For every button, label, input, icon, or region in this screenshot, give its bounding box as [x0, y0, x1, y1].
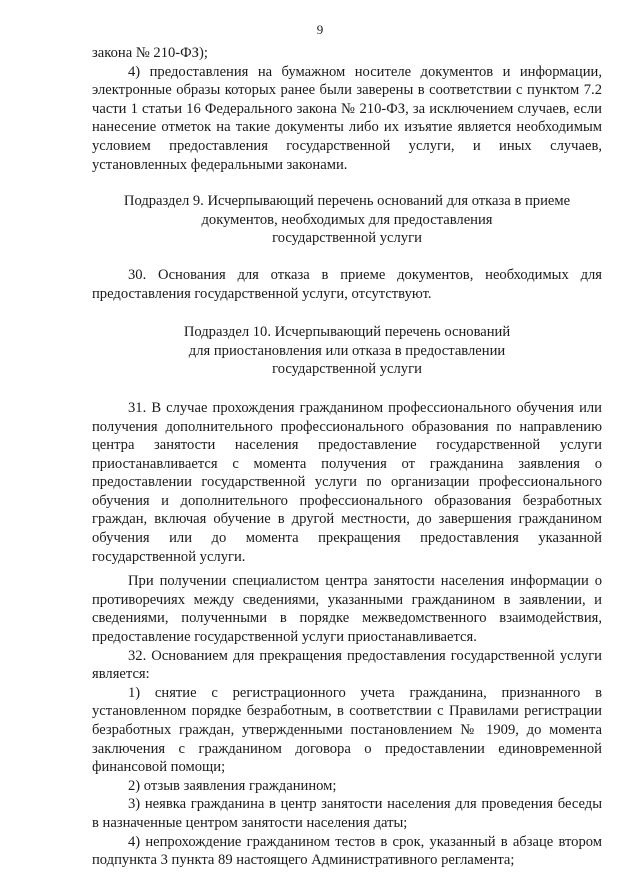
- paragraph: 30. Основания для отказа в приеме документов, необходимых для предоставления государственной услуги, отсутствуют.: [92, 266, 602, 302]
- heading-line: государственной услуги: [272, 361, 422, 378]
- list-item: 2) отзыв заявления гражданином;: [128, 777, 337, 794]
- section-heading-9: [92, 192, 602, 248]
- list-item: 1) снятие с регистрационного учета гражданина, признанного в установленном порядке безработным, в соответствии с Правилами регистрации безработных граждан, утвержденными постановлением № 1909, до момента заключения с гражданином договора о предоставлении единовременной финансовой помощи;: [92, 684, 602, 776]
- list-item: 3) неявка гражданина в центр занятости населения для проведения беседы в назначенные центром занятости населения даты;: [92, 796, 602, 831]
- paragraph: 31. В случае прохождения гражданином профессионального обучения или получения дополнительного профессионального образования по направлению центра занятости населения предоставление государственной услуги приостанавливается с момента получения от гражданина заявления о предоставлении государственной услуги по организации профессионального обучения и дополнительного профессионального образования безработных граждан, включая обучение в другой местности, до завершения гражданином обучения или до момента прекращения предоставления указанной государственной услуги.: [92, 399, 602, 565]
- list-item: 4) непрохождение гражданином тестов в срок, указанный в абзаце втором подпункта 3 пункта 89 настоящего Административного регламента;: [92, 833, 602, 869]
- document-body: [92, 44, 602, 870]
- heading-line: документов, необходимых для предоставления: [201, 211, 493, 228]
- heading-line: Подраздел 9. Исчерпывающий перечень оснований для отказа в приеме: [123, 193, 571, 210]
- heading-line: Подраздел 10. Исчерпывающий перечень оснований: [183, 324, 511, 341]
- page-number: 9: [316, 22, 324, 37]
- paragraph: 4) предоставления на бумажном носителе документов и информации, электронные образы которых ранее были заверены в соответствии с пунктом 7.2 части 1 статьи 16 Федерального закона № 210-ФЗ, за исключением случаев, если нанесение отметок на такие документы либо их изъятие является необходимым условием предоставления государственной услуги, и иных случаев, установленных федеральными законами.: [92, 63, 602, 173]
- section-heading-10: [92, 323, 602, 379]
- paragraph: При получении специалистом центра занятости населения информации о противоречиях между сведениями, указанными гражданином в заявлении, и сведениями, полученными в порядке межведомственного взаимодействия, предоставление государственной услуги приостанавливается.: [92, 573, 602, 646]
- paragraph: 32. Основанием для прекращения предоставления государственной услуги является:: [92, 647, 602, 683]
- paragraph: закона № 210-ФЗ);: [92, 45, 208, 61]
- heading-line: для приостановления или отказа в предоставлении: [188, 342, 506, 359]
- heading-line: государственной услуги: [272, 230, 422, 247]
